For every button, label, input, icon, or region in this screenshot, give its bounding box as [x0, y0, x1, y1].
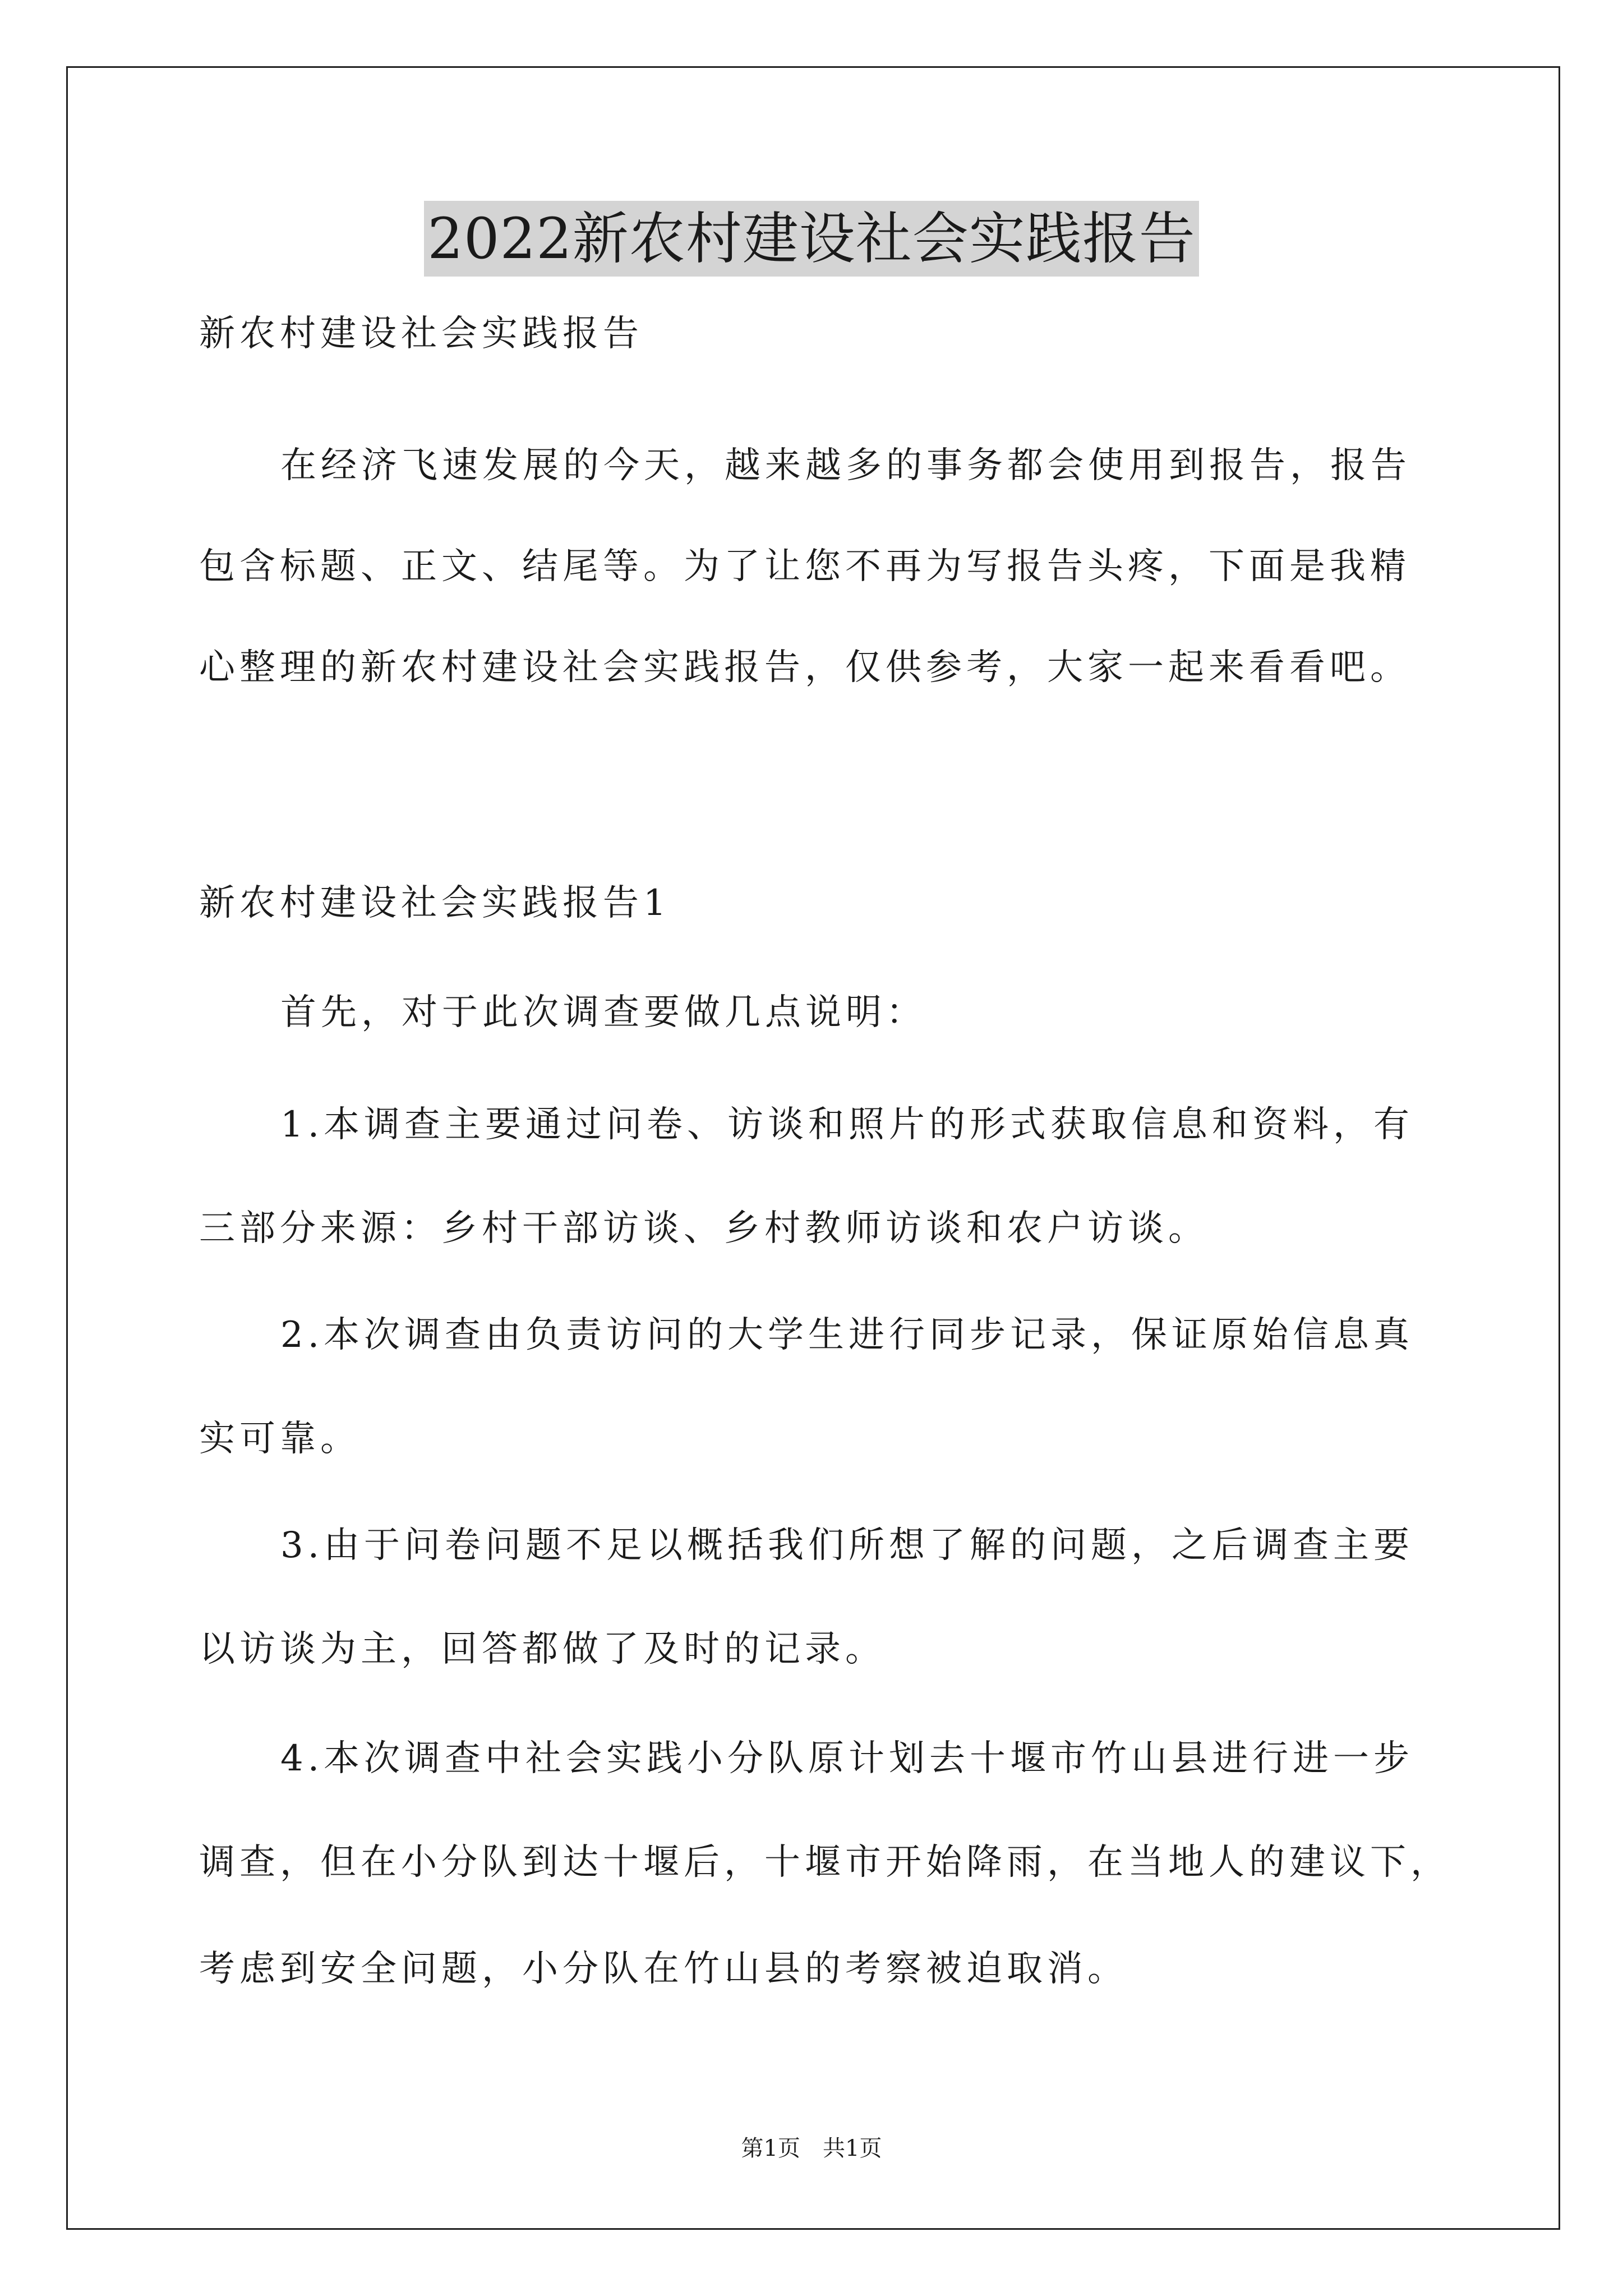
paragraph-line: 3.由于问卷问题不足以概括我们所想了解的问题，之后调查主要: [280, 1525, 1414, 1566]
page-border: [66, 66, 1560, 2230]
paragraph-line: 三部分来源：乡村干部访谈、乡村教师访谈和农户访谈。: [199, 1208, 1209, 1249]
paragraph-line: 1.本调查主要通过问卷、访谈和照片的形式获取信息和资料，有: [280, 1104, 1414, 1145]
section-heading: 新农村建设社会实践报告: [199, 313, 643, 355]
paragraph-line: 考虑到安全问题，小分队在竹山县的考察被迫取消。: [199, 1948, 1128, 1990]
paragraph-line: 首先，对于此次调查要做几点说明：: [280, 992, 926, 1033]
paragraph-line: 2.本次调查由负责访问的大学生进行同步记录，保证原始信息真: [280, 1314, 1414, 1356]
paragraph-line: 实可靠。: [199, 1418, 361, 1460]
paragraph-line: 心整理的新农村建设社会实践报告，仅供参考，大家一起来看看吧。: [199, 647, 1410, 688]
paragraph-line: 调查，但在小分队到达十堰后，十堰市开始降雨，在当地人的建议下，: [199, 1842, 1451, 1883]
paragraph-line: 在经济飞速发展的今天，越来越多的事务都会使用到报告，报告: [280, 445, 1411, 486]
paragraph-line: 包含标题、正文、结尾等。为了让您不再为写报告头疼，下面是我精: [199, 546, 1410, 587]
paragraph-line: 以访谈为主，回答都做了及时的记录。: [199, 1628, 886, 1670]
page-footer: 第1页 共1页: [741, 2136, 882, 2161]
document-title: 2022新农村建设社会实践报告: [424, 201, 1199, 277]
paragraph-line: 4.本次调查中社会实践小分队原计划去十堰市竹山县进行进一步: [280, 1738, 1414, 1779]
document-title-wrap: [0, 201, 1623, 277]
section-heading: 新农村建设社会实践报告1: [199, 882, 671, 924]
